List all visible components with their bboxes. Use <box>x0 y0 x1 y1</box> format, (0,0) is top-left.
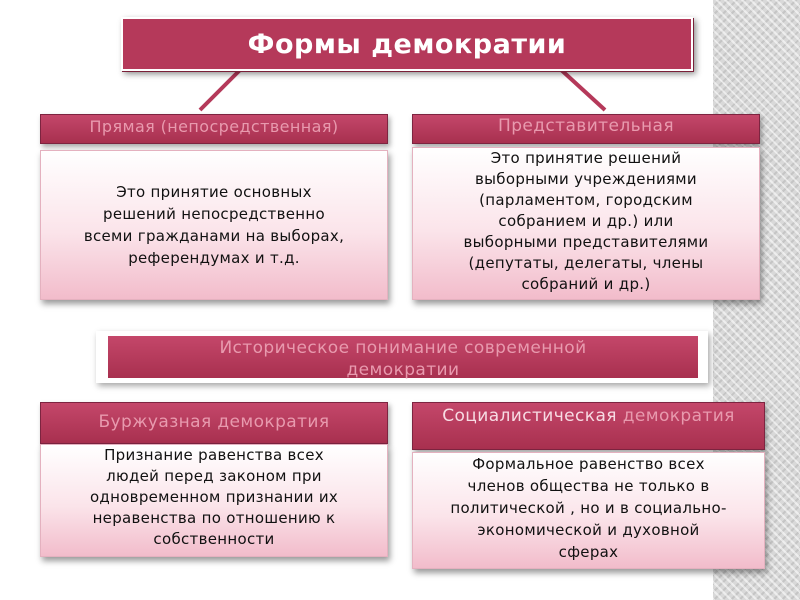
representative-description-line: (депутаты, делегаты, члены <box>468 254 704 272</box>
direct-description-line: референдумах и т.д. <box>128 249 300 267</box>
representative-description-line: выборными учреждениями <box>475 170 697 188</box>
bourgeois-description-line: Признание равенства всех <box>104 446 324 464</box>
representative-description-line: собраний и др.) <box>521 275 651 293</box>
direct-description-line: решений непосредственно <box>103 205 325 223</box>
connector-left <box>200 67 243 110</box>
historical-understanding-heading <box>108 336 698 378</box>
historical-heading-line: демократии <box>346 360 460 380</box>
connector-right <box>558 67 605 110</box>
representative-description-line: выборными представителями <box>463 233 709 251</box>
bourgeois-democracy-description <box>40 444 388 557</box>
bourgeois-description-line: одновременном признании их <box>89 488 339 506</box>
socialist-description-line: экономической и духовной <box>477 521 700 539</box>
representative-democracy-description <box>412 147 760 300</box>
representative-democracy-heading: Представительная <box>412 114 760 144</box>
socialist-description-line: членов общества не только в <box>467 477 710 495</box>
direct-description-line: всеми гражданами на выборах, <box>83 227 345 245</box>
historical-heading-line: Историческое понимание современной <box>219 338 587 358</box>
direct-description-line: Это принятие основных <box>116 183 312 201</box>
direct-democracy-description <box>40 150 388 300</box>
bourgeois-democracy-heading: Буржуазная демократия <box>40 402 388 444</box>
socialist-description-line: Формальное равенство всех <box>472 455 705 473</box>
socialist-heading-line: Социалистическая <box>442 406 617 426</box>
socialist-democracy-description <box>412 452 765 569</box>
bourgeois-description-line: людей перед законом при <box>106 467 322 485</box>
page-title: Формы демократии <box>121 17 693 71</box>
bourgeois-description-line: неравенства по отношению к <box>92 509 336 527</box>
socialist-democracy-heading <box>412 402 765 450</box>
representative-description-line: (парламентом, городским <box>479 191 693 209</box>
socialist-description-line: политической , но и в социально- <box>450 499 727 517</box>
representative-description-line: собранием и др.) или <box>498 212 674 230</box>
socialist-heading-line: демократия <box>622 406 735 426</box>
representative-description-line: Это принятие решений <box>490 149 682 167</box>
direct-democracy-heading: Прямая (непосредственная) <box>40 114 388 144</box>
bourgeois-description-line: собственности <box>153 530 275 548</box>
historical-understanding-bar <box>96 331 708 383</box>
socialist-description-line: сферах <box>558 543 619 561</box>
